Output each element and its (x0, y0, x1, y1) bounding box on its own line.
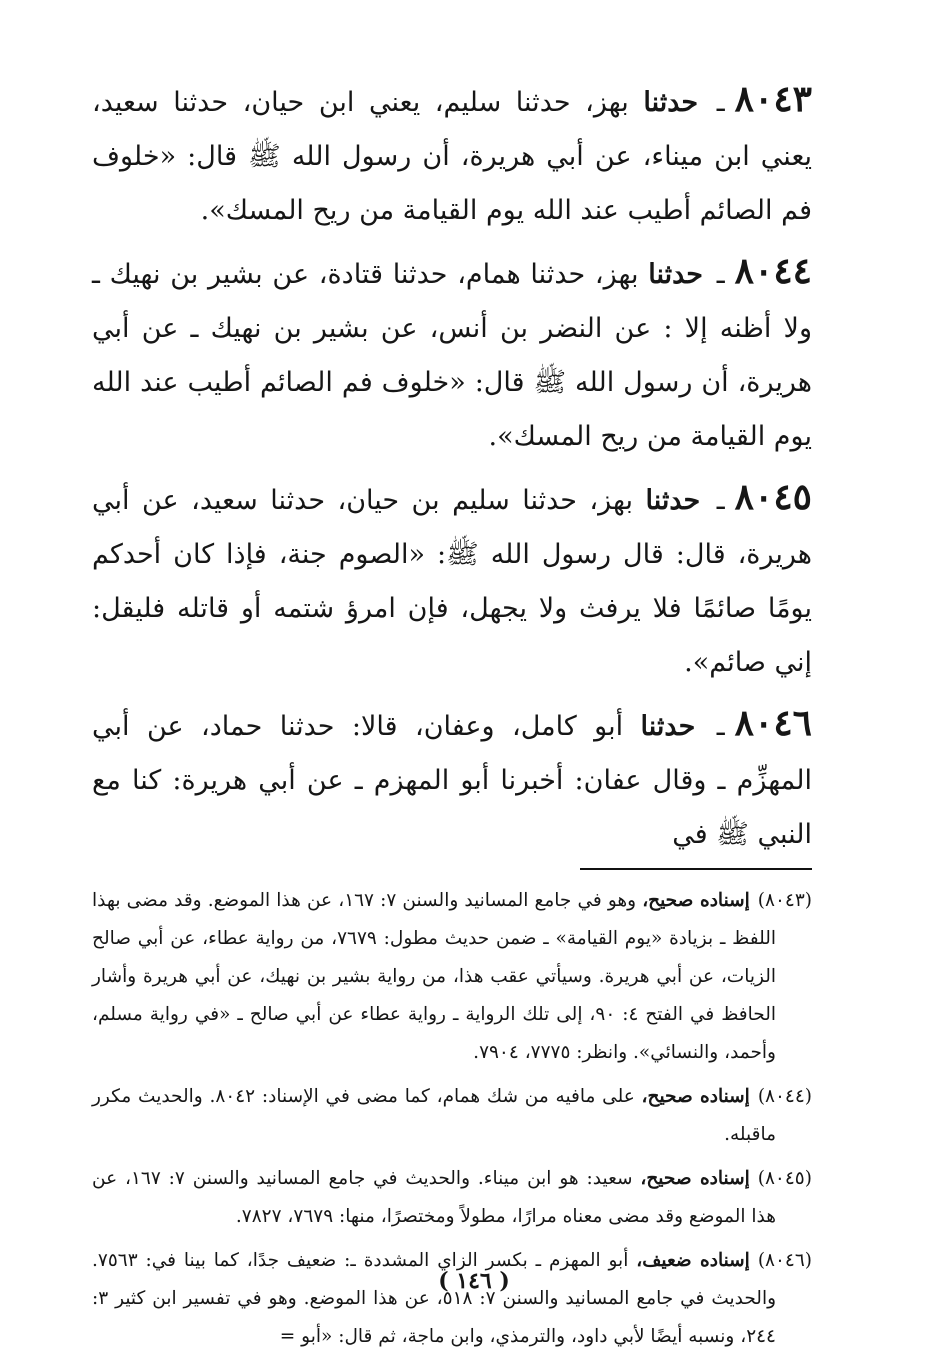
page-number: ( ١٤٦ ) (438, 1268, 510, 1294)
hadith-opener: حدثنا (648, 259, 703, 290)
footnote-number: (٨٠٤٥) (757, 1168, 812, 1189)
footnote-grade: إسناده صحيح، (642, 890, 750, 911)
hadith-body: أبو كامل، وعفان، قالا: حدثنا حماد، عن أبي المهزِّم ـ وقال عفان: أخبرنا أبو المهزم ـ عن أبي هريرة: كنا مع النبي ﷺ في (92, 711, 812, 850)
hadith-number: ٨٠٤٦ (734, 702, 812, 744)
hadith-dash: ـ (716, 259, 725, 290)
footnote-8044 (92, 1078, 812, 1154)
hadith-dash: ـ (716, 87, 725, 118)
hadith-number: ٨٠٤٤ (734, 250, 812, 292)
footnote-grade: إسناده ضعيف، (636, 1250, 750, 1271)
hadith-body: بهز، حدثنا سليم، يعني ابن حيان، حدثنا سعيد، يعني ابن ميناء، عن أبي هريرة، أن رسول الله ﷺ قال: «خلوف فم الصائم أطيب عند الله يوم القيامة من ريح المسك». (92, 87, 812, 226)
footnote-body: سعيد: هو ابن ميناء. والحديث في جامع المسانيد والسنن ٧: ١٦٧، عن هذا الموضع وقد مضى معناه مرارًا، مطولاً ومختصرًا، منها: ٧٦٧٩، ٧٨٢٧. (92, 1168, 776, 1227)
hadith-body: بهز، حدثنا همام، حدثنا قتادة، عن بشير بن نهيك ـ ولا أظنه إلا : عن النضر بن أنس، عن بشير بن نهيك ـ عن أبي هريرة، أن رسول الله ﷺ قال: «خلوف فم الصائم أطيب عند الله يوم القيامة من ريح المسك». (92, 259, 812, 452)
footnote-grade: إسناده صحيح، (640, 1168, 750, 1189)
hadith-dash: ـ (716, 485, 725, 516)
hadith-opener: حدثنا (645, 485, 701, 516)
footnote-body: أبو المهزم ـ بكسر الزاي المشددة ـ: ضعيف جدًا، كما بينا في: ٧٥٦٣. والحديث في جامع المسانيد والسنن ٧: ٥١٨، عن هذا الموضع. وهو في تفسير ابن كثير ٣: ٢٤٤، ونسبه أيضًا لأبي داود، والترمذي، وابن ماجة، ثم قال: «أبو = (92, 1250, 777, 1347)
footnote-8045 (92, 1160, 812, 1236)
footnote-number: (٨٠٤٦) (757, 1250, 812, 1271)
footnote-grade: إسناده صحيح، (641, 1086, 750, 1107)
hadith-8043 (92, 72, 812, 238)
footnote-8046 (92, 1242, 812, 1356)
hadith-opener: حدثنا (643, 87, 699, 118)
footnote-number: (٨٠٤٣) (757, 890, 812, 911)
hadith-body: بهز، حدثنا سليم بن حيان، حدثنا سعيد، عن أبي هريرة، قال: قال رسول الله ﷺ: «الصوم جنة، فإذا كان أحدكم يومًا صائمًا فلا يرفث ولا يجهل، فإن امرؤ شتمه أو قاتله فليقل: إني صائم». (92, 485, 812, 678)
hadith-8046 (92, 696, 812, 862)
hadith-8044 (92, 244, 812, 464)
hadith-text-block (92, 72, 812, 862)
footnote-body: على مافيه من شك همام، كما مضى في الإسناد: ٨٠٤٢. والحديث مكرر ماقبله. (92, 1086, 776, 1145)
footnote-body: وهو في جامع المسانيد والسنن ٧: ١٦٧، عن هذا الموضع. وقد مضى بهذا اللفظ ـ بزيادة «يوم القيامة» ـ ضمن حديث مطول: ٧٦٧٩، من رواية عطاء، عن أبي صالح الزيات، عن أبي هريرة. وسيأتي عقب هذا، من رواية بشير بن نهيك، عن أبي هريرة وأشار الحافظ في الفتح ٤: ٩٠، إلى تلك الرواية ـ رواية عطاء عن أبي صالح ـ «في رواية مسلم، وأحمد، والنسائي». وانظر: ٧٧٧٥، ٧٩٠٤. (92, 890, 776, 1063)
hadith-opener: حدثنا (640, 711, 696, 742)
book-page (92, 72, 812, 1347)
hadith-number: ٨٠٤٥ (734, 476, 812, 518)
footnote-number: (٨٠٤٤) (757, 1086, 812, 1107)
hadith-8045 (92, 470, 812, 690)
footnote-8043 (92, 882, 812, 1072)
hadith-number: ٨٠٤٣ (734, 78, 812, 120)
footnote-separator (580, 868, 812, 870)
hadith-dash: ـ (716, 711, 725, 742)
